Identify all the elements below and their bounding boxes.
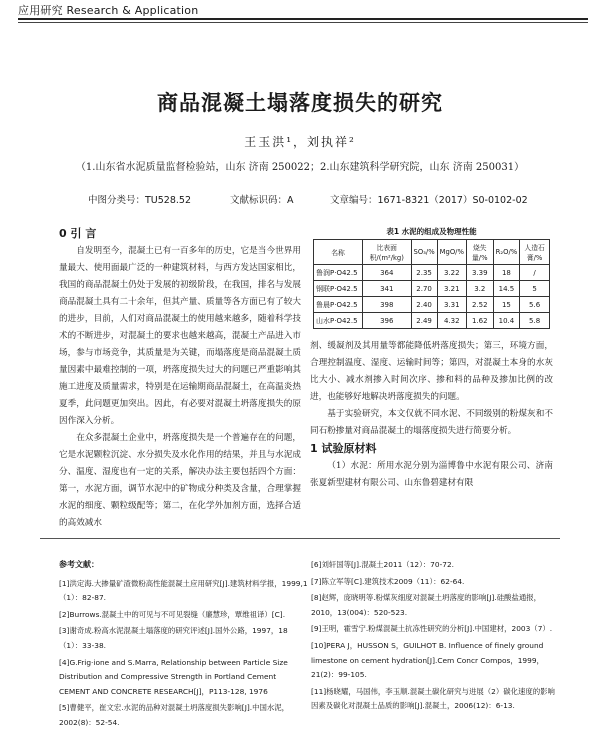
table-caption: 表1 水泥的组成及物理性能 [386, 227, 477, 236]
intro-paragraph-1: 自发明至今，混凝土已有一百多年的历史，它是当今世界用量最大、使用面最广泛的一种建筑材料，与西方发达国家相比，我国的商品混凝土仍处于发展的初级阶段，在我国，排名与发展商品混凝土具有二十余年，但其产量、质量等各方面已有了较大的进步，目前，人们对商品混凝土的使用越来越多，随着科学技术的不断进步，对混凝土的要求也越来越高，混凝土产品进入市场，参与市场竞争，其质量是为关键，而塌落度是商品混凝土质量因素中最难控制的一项，坍落度损失过大的问题已严重影响其施工进度及质量需求，特别是在运输期商品混凝土，在高温炎热夏季，此问题更加突出。因此，有必要对混凝土坍落度损失的原因作深入分析。 [59, 246, 301, 426]
right-paragraph-2: 基于实验研究，本文仅就不同水泥、不同级别的粉煤灰和不同石粉掺量对商品混凝土的塌落度损失进行简要分析。 [310, 409, 553, 436]
table-cell: 3.21 [437, 281, 466, 297]
table-header-cell: 烧失量/% [466, 240, 493, 265]
table-cell: 398 [363, 297, 412, 313]
table-cell: 2.35 [411, 265, 437, 281]
table-cell: 3.31 [437, 297, 466, 313]
cement-properties-table [313, 239, 550, 329]
table-cell: 5.6 [520, 297, 550, 313]
table-header-cell: SO₃/% [411, 240, 437, 265]
table-cell: 18 [493, 265, 520, 281]
table-cell: 2.70 [411, 281, 437, 297]
table-cell: 2.52 [466, 297, 493, 313]
section-1-heading: 1 试验原材料 [310, 442, 377, 455]
table-cell: 364 [363, 265, 412, 281]
article-number: 文章编号：1671-8321（2017）S0-0102-02 [330, 195, 528, 206]
table-header-cell: 人造石膏/% [520, 240, 550, 265]
running-header [18, 2, 588, 21]
classification-number: 中图分类号：TU528.52 [88, 195, 191, 206]
reference-item: [1]洪定海.大掺量矿渣微粉高性能混凝土应用研究[J].建筑材料学报，1999,1（1）：82-87. [59, 578, 308, 603]
table-cell: 3.22 [437, 265, 466, 281]
table-header-row [314, 240, 550, 265]
reference-item: [10]PERA J，HUSSON S，GUILHOT B. Influence of finely ground limestone on cement hydration[J].Cem Concr Compos，1999，21(2)：99-105. [311, 640, 544, 680]
reference-item: [8]赵辉，庞晓明等.粉煤灰细度对混凝土坍落度的影响[J].硅酸盐通报，2010，13(004)：520-523. [311, 593, 542, 617]
reference-item: [2]Burrows.混凝土中的可见与不可见裂缝（廉慧珍，覃维祖译）[C]. [59, 609, 286, 619]
table-cell: 钢联P·O42.5 [314, 281, 363, 297]
table-cell: 2.40 [411, 297, 437, 313]
header-rule [18, 18, 588, 20]
table-cell: 14.5 [493, 281, 520, 297]
reference-item: [6]刘轩国等[J].混凝土2011（12）：70-72. [311, 560, 455, 569]
reference-item: [9]王明，霍雪宁.粉煤混凝土抗冻性研究的分析[J].中国建材，2003（7）. [311, 624, 553, 634]
table-cell: 10.4 [493, 313, 520, 329]
table-cell: 5.8 [520, 313, 550, 329]
table-cell: 341 [363, 281, 412, 297]
running-header-text: 应用研究 Research & Application [18, 4, 199, 17]
table-cell: 2.49 [411, 313, 437, 329]
intro-paragraph-2: 在众多混凝土企业中，坍落度损失是一个普遍存在的问题，它是水泥颗粒沉淀、水分损失及水化作用的结果，并且与水泥成分、温度、湿度也有一定的关系，解决办法主要包括四个方面：第一，水泥方面，调节水泥中的矿物成分种类及含量，合理掌握水泥的细度、颗粒级配等；第二，在化学外加剂方面，选择合适的高效减水 [59, 433, 301, 528]
table-cell: 山水P·O42.5 [314, 313, 363, 329]
table-row [314, 265, 550, 281]
document-code: 文献标识码：A [230, 195, 294, 206]
table-cell: 3.39 [466, 265, 493, 281]
table-cell: 鲁晨P·O42.5 [314, 297, 363, 313]
reference-item: [4]G.Frig·ione and S.Marra, Relationship between Particle Size Distribution and Compressive Strength in Portland Cement CEMENT AND CONCRETE RESEARCH[J]，P113-128, 1976 [59, 657, 288, 696]
table-cell: 鲁润P·O42.5 [314, 265, 363, 281]
table-header-cell: MgO/% [437, 240, 466, 265]
reference-item: [7]陈立军等[C].建筑技术2009（11）：62-64. [311, 576, 465, 586]
author-affiliation: （1.山东省水泥质量监督检验站，山东 济南 250022；2.山东建筑科学研究院，山东 济南 250031） [75, 162, 525, 173]
reference-item: [3]谢奇成.粉高水泥混凝土塌落度的研究评述[J].国外公路，1997，18（1）：33-38. [59, 626, 288, 650]
table-cell: 3.2 [466, 281, 493, 297]
references-right [311, 558, 559, 716]
table-cell: 1.62 [466, 313, 493, 329]
right-paragraph-3: （1）水泥：所用水泥分别为淄博鲁中水泥有限公司、济南张夏新型建材有限公司、山东鲁碧建材有限 [310, 461, 553, 488]
table-cell: 396 [363, 313, 412, 329]
table-header-cell: 比表面积/(m²/kg) [363, 240, 412, 265]
references-left [59, 558, 309, 733]
article-title: 商品混凝土塌落度损失的研究 [157, 91, 443, 115]
article-authors: 王玉洪¹，刘执祥² [244, 135, 356, 149]
table-cell: 15 [493, 297, 520, 313]
table-row [314, 297, 550, 313]
intro-heading: 0 引 言 [59, 227, 97, 240]
references-title: 参考文献： [59, 560, 99, 569]
table-cell: / [520, 265, 550, 281]
table-header-cell: 名称 [314, 240, 363, 265]
reference-item: [11]杨晓耀，马国伟，李玉顺.混凝土碳化研究与进展（2）碳化速度的影响因素及碳化对混凝土品质的影响[J].混凝土，2006(12)：6-13. [311, 686, 555, 711]
reference-item: [5]曹健平，崔文宏.水泥的品种对混凝土坍落度损失影响[J].中国水泥，2002(8)：52-54. [59, 703, 290, 727]
table-row [314, 281, 550, 297]
right-column [310, 338, 553, 492]
table-row [314, 313, 550, 329]
references-divider [40, 538, 560, 539]
header-rule-thin [18, 22, 588, 23]
table-cell: 5 [520, 281, 550, 297]
table-header-cell: R₂O/% [493, 240, 520, 265]
table-cell: 4.32 [437, 313, 466, 329]
left-column [59, 225, 301, 532]
right-paragraph-1: 剂、缓凝剂及其用量等都能降低坍落度损失；第三，环境方面，合理控制温度、湿度、运输时间等；第四，对混凝土本身的水灰比大小、减水剂掺入时间次序、掺和料的品种及掺加比例的改进，也能够好地解决坍落度损失的问题。 [310, 341, 553, 402]
